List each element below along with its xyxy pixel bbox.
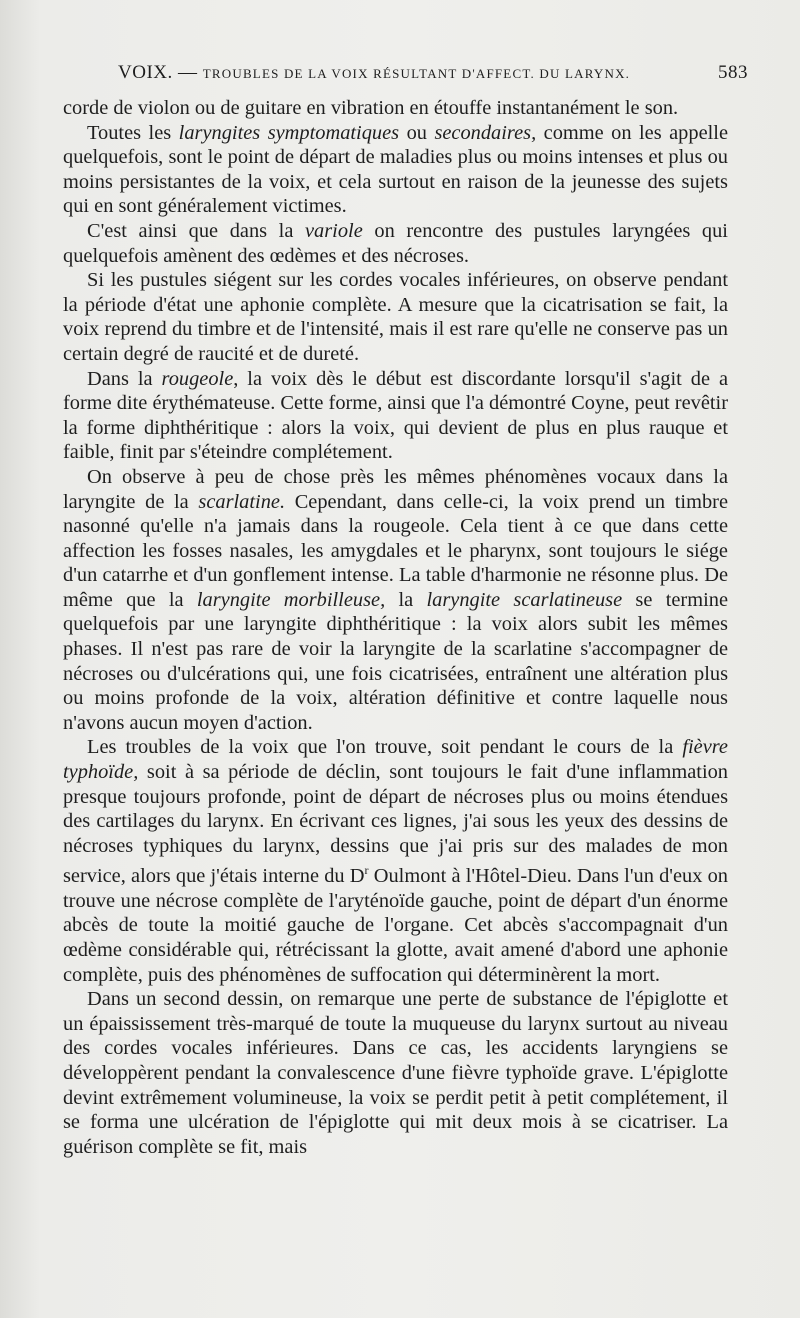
paragraph: Les troubles de la voix que l'on trouve, soit pendant le cours de la fièvre typhoïde, soit à sa période de déclin, sont toujours le fait d'une inflammation presque toujours profonde, point de départ de nécroses plus ou moins étendues des cartilages du larynx. En écrivant ces lignes, j'ai sous les yeux des dessins de nécroses typhiques du larynx, dessins que j'ai pris sur des malades de mon service, alors que j'étais interne du $D^r$ Oulmont à l'Hôtel-Dieu. Dans l'un d'eux on trouve une nécrose complète de l'aryténoïde gauche, point de départ d'un énorme abcès de toute la moitié gauche de l'organe. Cet abcès s'accompagnait d'un œdème considérable qui, rétrécissant la glotte, avait amené d'abord une aphonie complète, puis des phénomènes de suffocation qui déterminèrent la mort. — [63, 736, 728, 986]
italic-term: variole — [305, 219, 363, 242]
running-head-title — [118, 62, 630, 84]
paragraph: Dans la rougeole, la voix dès le début est discordante lorsqu'il s'agit de a forme dite érythémateuse. Cette forme, ainsi que l'a démontré Coyne, peut revêtir la forme diphthéritique : alors la voix, qui devient de plus en plus rauque et faible, finit par s'éteindre complétement. — [63, 367, 728, 464]
paragraph: corde de violon ou de guitare en vibration en étouffe instantanément le son. — [63, 97, 679, 119]
section-name: VOIX. — [118, 62, 173, 83]
paragraph: Dans un second dessin, on remarque une perte de substance de l'épiglotte et un épaississement très-marqué de toute la muqueuse du larynx surtout au niveau des cordes vocales inférieures. Dans ce cas, les accidents laryngiens se développèrent pendant la convalescence d'une fièvre typhoïde grave. L'épiglotte devint extrêmement volumineuse, la voix se perdit petit à petit complétement, il se forma une ulcération de l'épiglotte qui mit deux mois à se cicatriser. La guérison complète se fit, mais — [63, 988, 728, 1158]
paragraph: C'est ainsi que dans la variole on rencontre des pustules laryngées qui quelquefois amènent des œdèmes et des nécroses. — [63, 219, 728, 267]
header-dash: — — [178, 62, 198, 83]
italic-term: rougeole — [161, 367, 234, 390]
italic-term: laryngite scarlatineuse — [426, 588, 623, 611]
italic-term: laryngite morbilleuse, — [196, 588, 386, 611]
paragraph: On observe à peu de chose près les mêmes phénomènes vocaux dans la laryngite de la scarlatine. Cependant, dans celle-ci, la voix prend un timbre nasonné qu'elle n'a jamais dans la rougeole. Cela tient à ce que dans cette affection les fosses nasales, les amygdales et le pharynx, sont toujours le siége d'un catarrhe et d'un gonflement intense. La table d'harmonie ne résonne plus. De même que la laryngite morbilleuse, la laryngite scarlatineuse se termine quelquefois par une laryngite diphthéritique : la voix alors subit les mêmes phases. Il n'est pas rare de voir la laryngite de la scarlatine s'accompagner de nécroses ou d'ulcérations qui, une fois cicatrisées, entraînent une altération plus ou moins profonde de la voix, altération définitive et contre laquelle nous n'avons aucun moyen d'action. — [63, 465, 728, 734]
italic-term: scarlatine. — [198, 490, 286, 513]
page-number: 583 — [718, 62, 748, 83]
body-text — [63, 96, 728, 1159]
running-head — [118, 62, 748, 88]
italic-term: fièvre typhoïde, — [63, 736, 728, 784]
italic-term: secondaires, — [434, 121, 537, 144]
paragraph: Si les pustules siégent sur les cordes vocales inférieures, on observe pendant la période d'état une aphonie complète. A mesure que la cicatrisation se fait, la voix reprend du timbre et de l'intensité, mais il est rare qu'elle ne conserve pas un certain degré de raucité et de dureté. — [63, 269, 728, 365]
chapter-title: TROUBLES DE LA VOIX RÉSULTANT D'AFFECT. DU LARYNX. — [202, 66, 631, 81]
paragraph: Toutes les laryngites symptomatiques ou secondaires, comme on les appelle quelquefois, sont le point de départ de maladies plus ou moins intenses et plus ou moins persistantes de la voix, et cela surtout en raison de la jeunesse des sujets qui en sont généralement victimes. — [63, 121, 729, 218]
italic-term: laryngites symptomatiques — [178, 121, 400, 144]
